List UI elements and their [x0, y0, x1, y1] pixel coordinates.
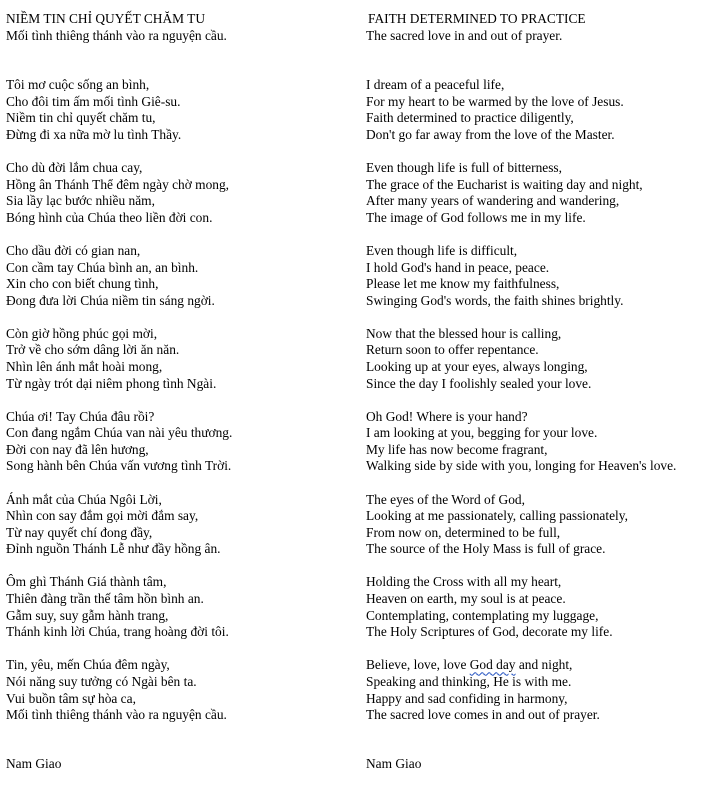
stanza: [366, 574, 676, 640]
poem-line: Tin, yêu, mến Chúa đêm ngày,: [6, 657, 170, 673]
poem-line: Đong đưa lời Chúa niềm tin sáng ngời.: [6, 292, 215, 308]
poem-line: Walking side by side with you, longing for Heaven's love.: [366, 458, 677, 474]
poem-line: Don't go far away from the love of the Master.: [366, 126, 615, 142]
stanza: [366, 409, 676, 475]
poem-line: The sacred love comes in and out of prayer.: [366, 707, 600, 723]
poem-line: Từ nay quyết chí đong đầy,: [6, 524, 153, 540]
poem-line: Nói năng suy tưởng có Ngài bên ta.: [6, 673, 197, 689]
poem-line: Heaven on earth, my soul is at peace.: [366, 591, 566, 607]
poem-line: Happy and sad confiding in harmony,: [366, 690, 568, 706]
poem-line: Thiên đàng trần thế tâm hồn bình an.: [6, 591, 204, 607]
poem-line: Đừng đi xa nữa mờ lu tình Thầy.: [6, 126, 182, 142]
poem-line: Cho dù đời lắm chua cay,: [6, 160, 143, 176]
poem-line: I dream of a peaceful life,: [366, 77, 505, 93]
poem-line: Con cầm tay Chúa bình an, an bình.: [6, 259, 199, 275]
stanza: [6, 657, 232, 723]
poem-line: Ôm ghì Thánh Giá thành tâm,: [6, 574, 167, 590]
poem-title: NIỀM TIN CHỈ QUYẾT CHĂM TU: [6, 11, 205, 26]
poem-line: Nhìn con say đắm gọi mời đắm say,: [6, 508, 199, 524]
poem-line: Hồng ân Thánh Thể đêm ngày chờ mong,: [6, 176, 230, 192]
poem-line: Cho dầu đời có gian nan,: [6, 242, 141, 258]
poem-line: Đỉnh nguồn Thánh Lễ như đầy hồng ân.: [6, 541, 221, 557]
stanza: [366, 657, 676, 723]
poem-line: Đời con nay đã lên hương,: [6, 441, 149, 457]
spellcheck-underline: God day: [469, 657, 516, 673]
stanza: [6, 160, 232, 226]
poem-line: Please let me know my faithfulness,: [366, 276, 560, 292]
poem-line: Vui buồn tâm sự hòa ca,: [6, 690, 136, 706]
poem-line: Swinging God's words, the faith shines brightly.: [366, 292, 624, 308]
poem-line: Chúa ơi! Tay Chúa đâu rồi?: [6, 408, 155, 424]
stanza: [366, 243, 676, 309]
poem-line: Xin cho con biết chung tình,: [6, 276, 159, 292]
poem-line: I hold God's hand in peace, peace.: [366, 259, 550, 275]
poem-line: Sia lầy lạc bước nhiều năm,: [6, 193, 155, 209]
stanza: [366, 77, 676, 143]
poem-line: Từ ngày trót dại niêm phong tình Ngài.: [6, 375, 217, 391]
poem-line: Nhìn lên ánh mắt hoài mong,: [6, 359, 163, 374]
poem-line: Cho đôi tim ấm mối tình Giê-su.: [6, 93, 181, 109]
poem-line: Speaking and thinking, He is with me.: [366, 673, 572, 689]
stanza-list: [6, 77, 232, 724]
poem-line: Oh God! Where is your hand?: [366, 408, 528, 424]
stanza: [6, 243, 232, 309]
poem-line: Còn giờ hồng phúc gọi mời,: [6, 325, 158, 341]
poem-line: Con đang ngắm Chúa van nài yêu thương.: [6, 425, 233, 441]
poem-line: Holding the Cross with all my heart,: [366, 574, 562, 590]
poem-line: Believe, love, love God day and night,: [366, 657, 573, 673]
poem-line: Even though life is full of bitterness,: [366, 160, 562, 176]
stanza: [6, 326, 232, 392]
poem-line: Looking at me passionately, calling passionately,: [366, 508, 628, 524]
stanza-list: [366, 77, 676, 724]
poem-line: From now on, determined to be full,: [366, 524, 561, 540]
stanza: [366, 326, 676, 392]
poem-line: Trở về cho sớm dâng lời ăn năn.: [6, 342, 180, 358]
poem-line: Ánh mắt của Chúa Ngôi Lời,: [6, 491, 162, 507]
poem-line: Song hành bên Chúa vấn vương tình Trời.: [6, 458, 232, 474]
poem-line: Since the day I foolishly sealed your love.: [366, 375, 592, 391]
author-signature: Nam Giao: [6, 756, 62, 771]
poem-line: After many years of wandering and wandering,: [366, 193, 620, 209]
poem-line: Thánh kinh lời Chúa, trang hoàng đời tôi.: [6, 624, 229, 640]
stanza: [366, 492, 676, 558]
poem-line: The Holy Scriptures of God, decorate my life.: [366, 624, 613, 640]
poem-line: Return soon to offer repentance.: [366, 342, 539, 358]
poem-line: Gẫm suy, suy gẫm hành trang,: [6, 607, 169, 623]
poem-line: Tôi mơ cuộc sống an bình,: [6, 77, 150, 93]
poem-line: Now that the blessed hour is calling,: [366, 325, 562, 341]
poem-line: Bóng hình của Chúa theo liền đời con.: [6, 209, 213, 225]
author-signature: Nam Giao: [366, 756, 422, 771]
poem-line: The eyes of the Word of God,: [366, 491, 525, 507]
stanza: [6, 77, 232, 143]
poem-line: Niềm tin chỉ quyết chăm tu,: [6, 110, 156, 126]
poem-subtitle: Mối tình thiêng thánh vào ra nguyện cầu.: [6, 27, 227, 43]
poem-line: Faith determined to practice diligently,: [366, 110, 574, 126]
stanza: [6, 492, 232, 558]
stanza: [366, 160, 676, 226]
poem-line: The image of God follows me in my life.: [366, 209, 586, 225]
poem-line: I am looking at you, begging for your love.: [366, 425, 598, 441]
stanza: [6, 574, 232, 640]
poem-line: Contemplating, contemplating my luggage,: [366, 607, 599, 623]
poem-line: For my heart to be warmed by the love of Jesus.: [366, 93, 624, 109]
poem-line: My life has now become fragrant,: [366, 441, 548, 457]
poem-line: Even though life is difficult,: [366, 242, 518, 258]
poem-line: Looking up at your eyes, always longing,: [366, 359, 588, 374]
poem-line: The source of the Holy Mass is full of grace.: [366, 541, 606, 557]
poem-subtitle: The sacred love in and out of prayer.: [366, 27, 563, 43]
poem-line: The grace of the Eucharist is waiting day and night,: [366, 176, 643, 192]
poem-line: Mối tình thiêng thánh vào ra nguyện cầu.: [6, 707, 227, 723]
english-poem: [366, 11, 676, 740]
poem-title: FAITH DETERMINED TO PRACTICE: [368, 11, 586, 26]
stanza: [6, 409, 232, 475]
vietnamese-poem: [6, 11, 232, 740]
